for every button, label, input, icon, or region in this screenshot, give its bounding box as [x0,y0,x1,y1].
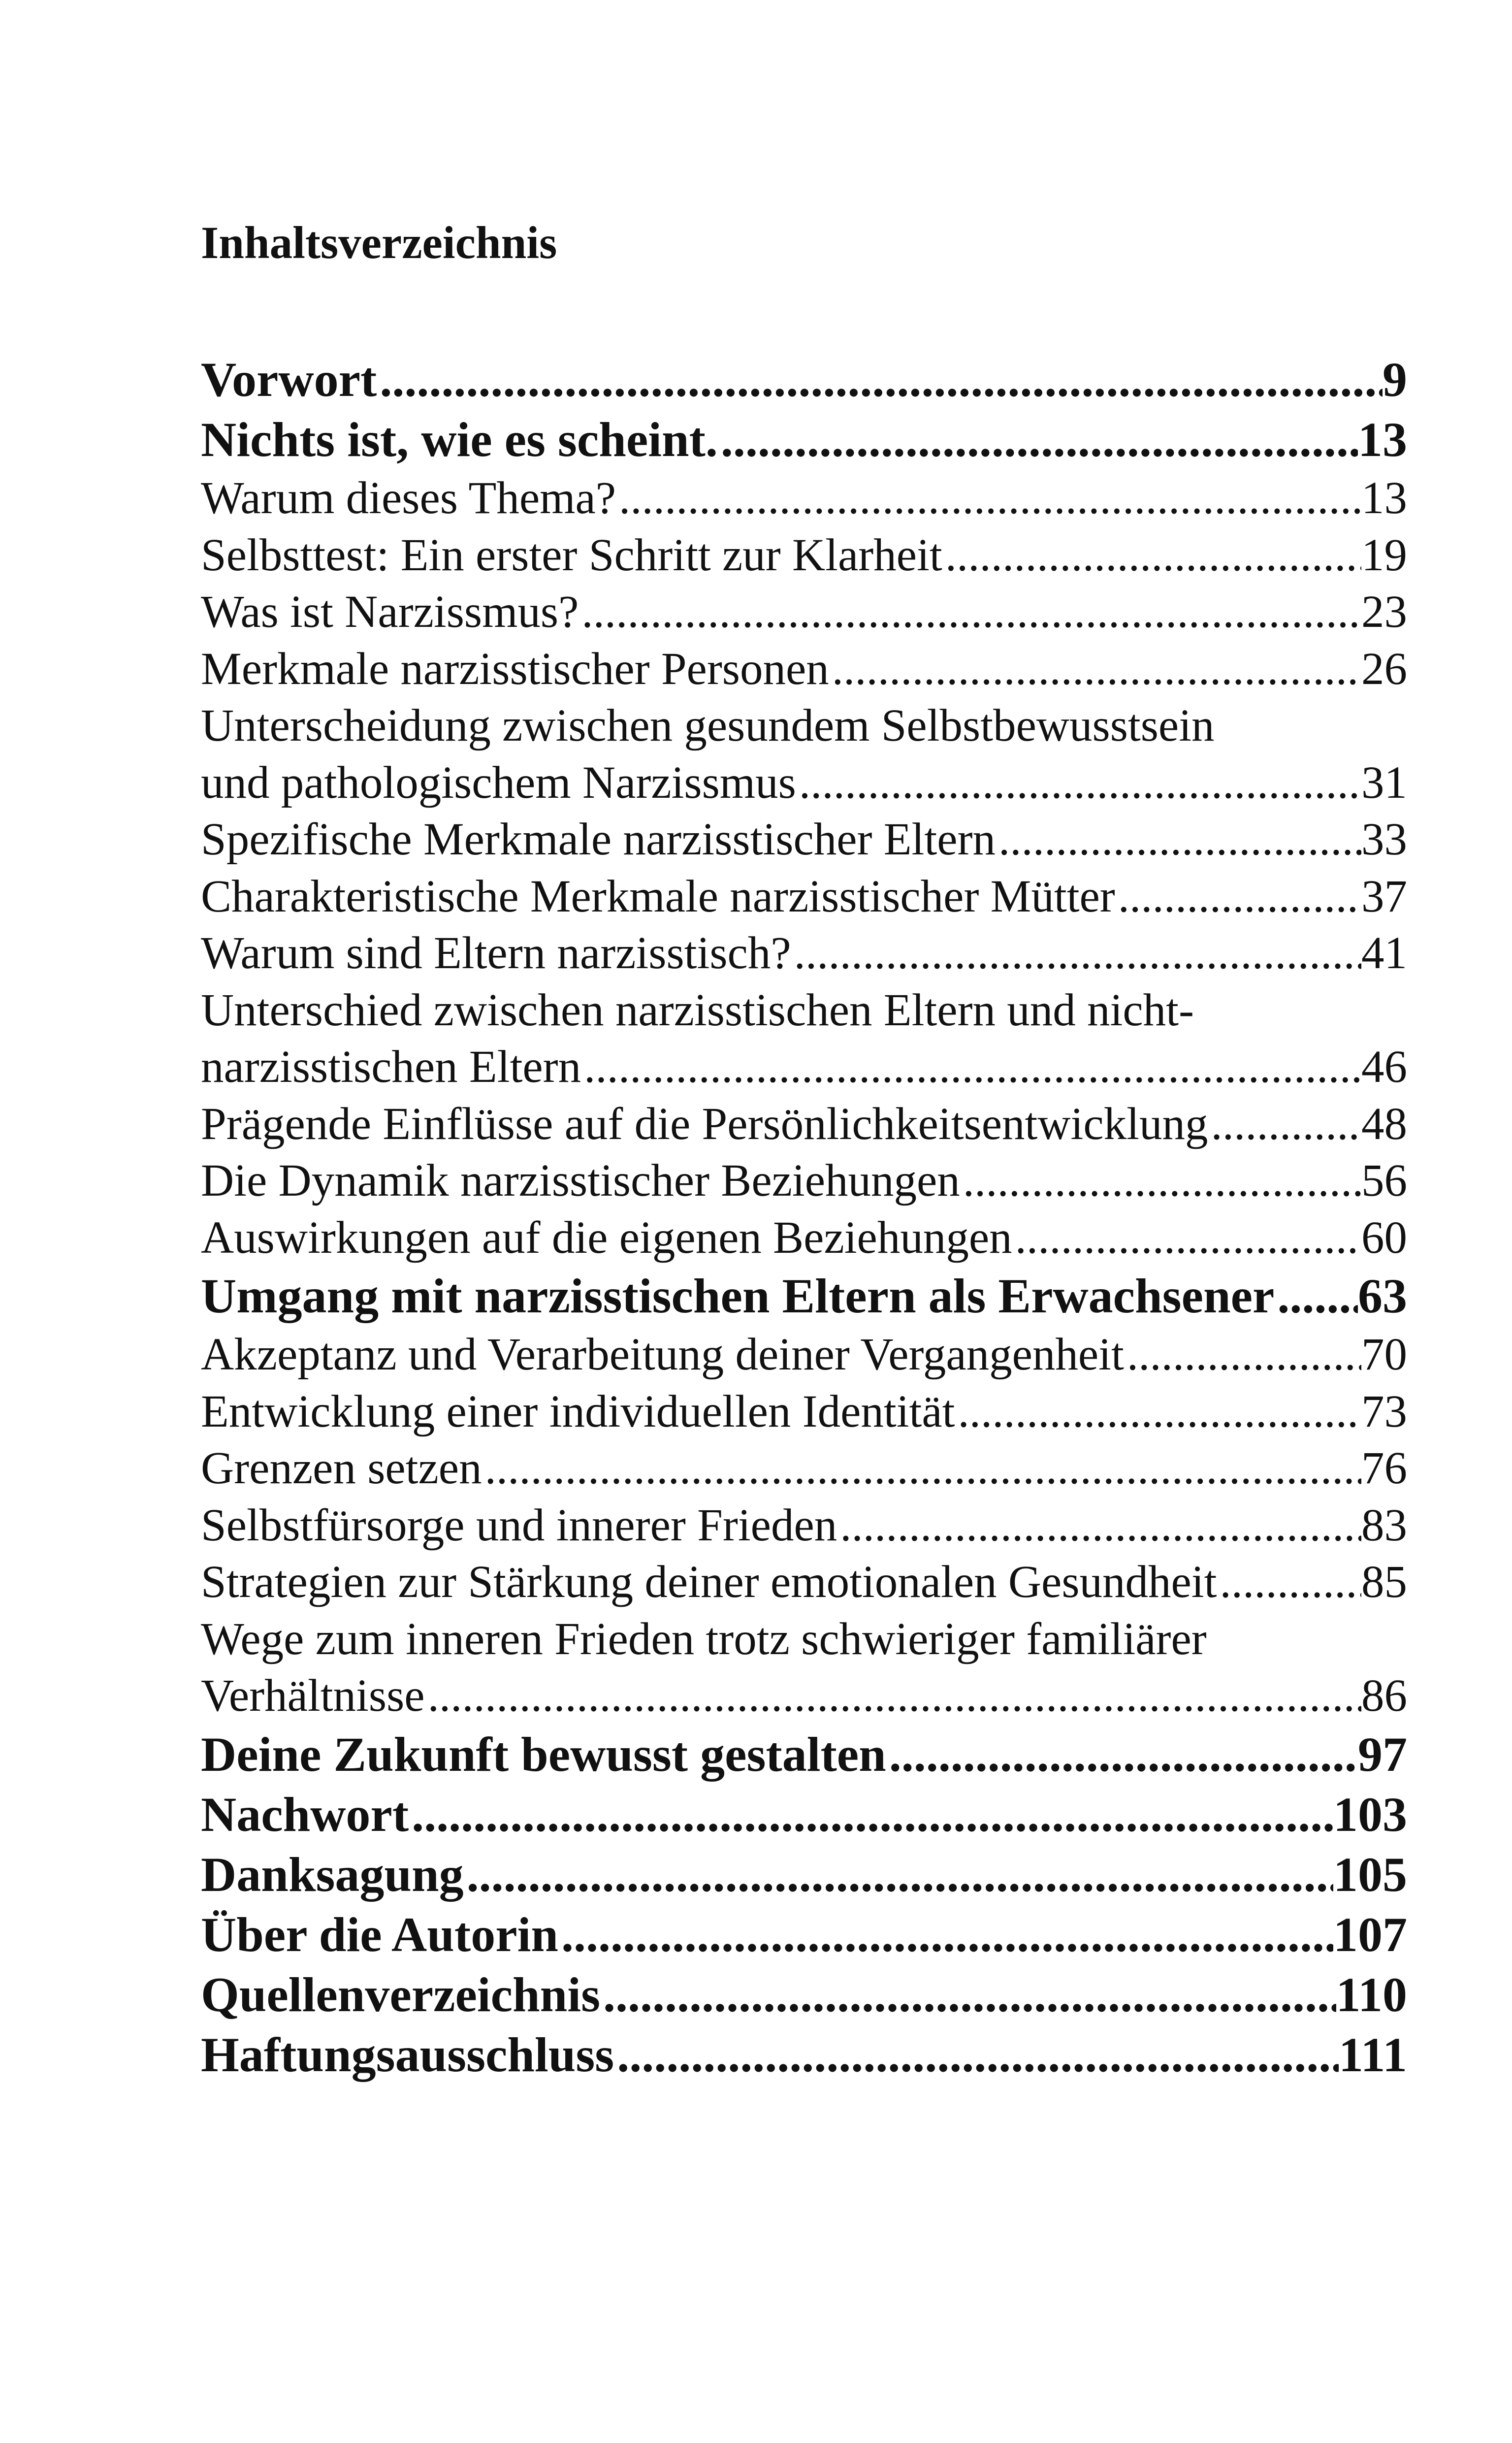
toc-entry[interactable] [201,1905,1407,1965]
toc-entry[interactable] [201,1845,1407,1905]
dot-leader [829,641,1361,698]
toc-entry-title: Grenzen setzen [201,1443,482,1494]
toc-entry-page-number: 85 [1361,1557,1407,1607]
toc-entry-title: Verhältnisse [201,1670,425,1721]
toc-entry-page-number: 103 [1333,1787,1407,1842]
toc-entry-page-number: 73 [1361,1386,1407,1437]
toc-entry-title: Auswirkungen auf die eigenen Beziehungen [201,1212,1012,1263]
toc-entry-title: Quellenverzeichnis [201,1967,600,2022]
toc-entry-page-number: 41 [1361,928,1407,978]
toc-entry[interactable] [201,527,1407,584]
toc-entry-page-number: 83 [1361,1499,1407,1551]
toc-entry-page-number: 26 [1361,643,1407,694]
dot-leader [558,1905,1333,1965]
toc-entry-page-number: 86 [1361,1670,1407,1721]
dot-leader [581,1039,1361,1096]
toc-entry[interactable] [201,350,1407,410]
dot-leader [464,1845,1333,1905]
toc-entry-page-number: 110 [1336,1967,1407,2022]
dot-leader [837,1497,1361,1554]
toc-entry-page-number: 76 [1361,1443,1407,1494]
toc-entry-page-number: 46 [1361,1042,1407,1092]
toc-entry[interactable] [201,1725,1407,1785]
toc-entry-title: Was ist Narzissmus? [201,586,579,637]
toc-entry-title: und pathologischem Narzissmus [201,757,796,808]
toc-entry[interactable] [201,1209,1407,1267]
dot-leader [942,527,1361,584]
toc-entry[interactable] [201,2025,1407,2085]
toc-entry-page-number: 37 [1361,871,1407,922]
toc-entry[interactable] [201,1266,1407,1326]
dot-leader [614,2025,1339,2085]
toc-entry-page-number: 105 [1333,1847,1407,1902]
dot-leader [996,811,1361,868]
toc-entry-page-number: 56 [1361,1155,1407,1206]
toc-entry-title: Entwicklung einer individuellen Identität [201,1386,955,1437]
toc-entry-title: Umgang mit narzisstischen Eltern als Erwachsener [201,1269,1275,1323]
toc-entry-title: narzisstischen Eltern [201,1042,581,1092]
toc-entry[interactable] [201,1326,1407,1383]
toc-entry[interactable] [201,1440,1407,1497]
dot-leader [886,1725,1358,1785]
dot-leader [579,584,1361,641]
toc-entry-title: Merkmale narzisstischer Personen [201,643,829,694]
toc-entry-title: Warum dieses Thema? [201,473,616,523]
dot-leader [955,1383,1361,1440]
toc-entry-page-number: 48 [1361,1098,1407,1149]
toc-entry-page-number: 19 [1361,529,1407,581]
dot-leader [409,1785,1333,1845]
toc-entry-title-line: Unterscheidung zwischen gesundem Selbstbewusstsein [201,700,1215,751]
toc-entry-page-number: 33 [1361,814,1407,865]
dot-leader [1208,1096,1361,1153]
toc-entry[interactable] [201,982,1407,1096]
toc-entry[interactable] [201,811,1407,868]
toc-entry-title: Strategien zur Stärkung deiner emotionalen Gesundheit [201,1557,1217,1607]
toc-entry[interactable] [201,925,1407,982]
toc-entry-page-number: 97 [1358,1726,1407,1782]
toc-entry-title: Über die Autorin [201,1907,558,1962]
toc-entry[interactable] [201,1554,1407,1611]
toc-entry[interactable] [201,470,1407,527]
toc-entry-page-number: 111 [1339,2027,1407,2082]
toc-entry[interactable] [201,697,1407,811]
toc-entry-title: Deine Zukunft bewusst gestalten [201,1726,886,1782]
toc-entry[interactable] [201,1152,1407,1209]
toc-entry-page-number: 107 [1333,1907,1407,1962]
toc-entry-title: Prägende Einflüsse auf die Persönlichkeitsentwicklung [201,1098,1208,1149]
toc-entry-title: Charakteristische Merkmale narzisstischer Mütter [201,871,1115,922]
toc-entry-title: Nachwort [201,1787,409,1842]
dot-leader [1115,868,1361,925]
toc-entry-title: Die Dynamik narzisstischer Beziehungen [201,1155,960,1206]
dot-leader [377,350,1383,410]
dot-leader [425,1667,1361,1725]
dot-leader [1124,1326,1361,1383]
page-title: Inhaltsverzeichnis [201,218,557,268]
dot-leader [791,925,1361,982]
toc-entry[interactable] [201,410,1407,470]
toc-entry[interactable] [201,868,1407,925]
toc-entry[interactable] [201,1785,1407,1845]
toc-entry-title: Haftungsausschluss [201,2027,614,2082]
toc-entry-title-line: Wege zum inneren Frieden trotz schwieriger familiärer [201,1613,1207,1664]
dot-leader [1217,1554,1361,1611]
toc-entry[interactable] [201,1096,1407,1153]
toc-entry[interactable] [201,1965,1407,2025]
toc-entry-page-number: 70 [1361,1329,1407,1380]
dot-leader [1012,1209,1361,1267]
toc-entry-page-number: 63 [1358,1269,1407,1323]
toc-entry[interactable] [201,1497,1407,1554]
toc-entry[interactable] [201,584,1407,641]
toc-entry-title: Danksagung [201,1847,464,1902]
toc-entry[interactable] [201,1611,1407,1725]
dot-leader [600,1965,1336,2025]
toc-entry[interactable] [201,641,1407,698]
toc-entry[interactable] [201,1383,1407,1440]
toc-entry-page-number: 23 [1361,586,1407,637]
toc-entry-page-number: 9 [1383,352,1407,407]
dot-leader [796,754,1361,812]
toc-entry-title: Selbstfürsorge und innerer Frieden [201,1499,837,1551]
toc-entry-title: Selbsttest: Ein erster Schritt zur Klarheit [201,529,942,581]
toc-entry-title: Spezifische Merkmale narzisstischer Eltern [201,814,996,865]
toc-entry-title: Nichts ist, wie es scheint. [201,412,718,467]
toc-entry-title: Warum sind Eltern narzisstisch? [201,928,791,978]
dot-leader [616,470,1361,527]
toc-entry-title: Vorwort [201,352,377,407]
dot-leader [960,1152,1361,1209]
table-of-contents [201,350,1407,2085]
toc-entry-title: Akzeptanz und Verarbeitung deiner Vergangenheit [201,1329,1124,1380]
toc-entry-page-number: 31 [1361,757,1407,808]
dot-leader [482,1440,1361,1497]
toc-entry-page-number: 13 [1361,473,1407,523]
toc-entry-title-line: Unterschied zwischen narzisstischen Eltern und nicht- [201,984,1194,1036]
toc-entry-page-number: 60 [1361,1212,1407,1263]
dot-leader [718,410,1358,470]
dot-leader [1274,1266,1358,1326]
toc-entry-page-number: 13 [1358,412,1407,467]
